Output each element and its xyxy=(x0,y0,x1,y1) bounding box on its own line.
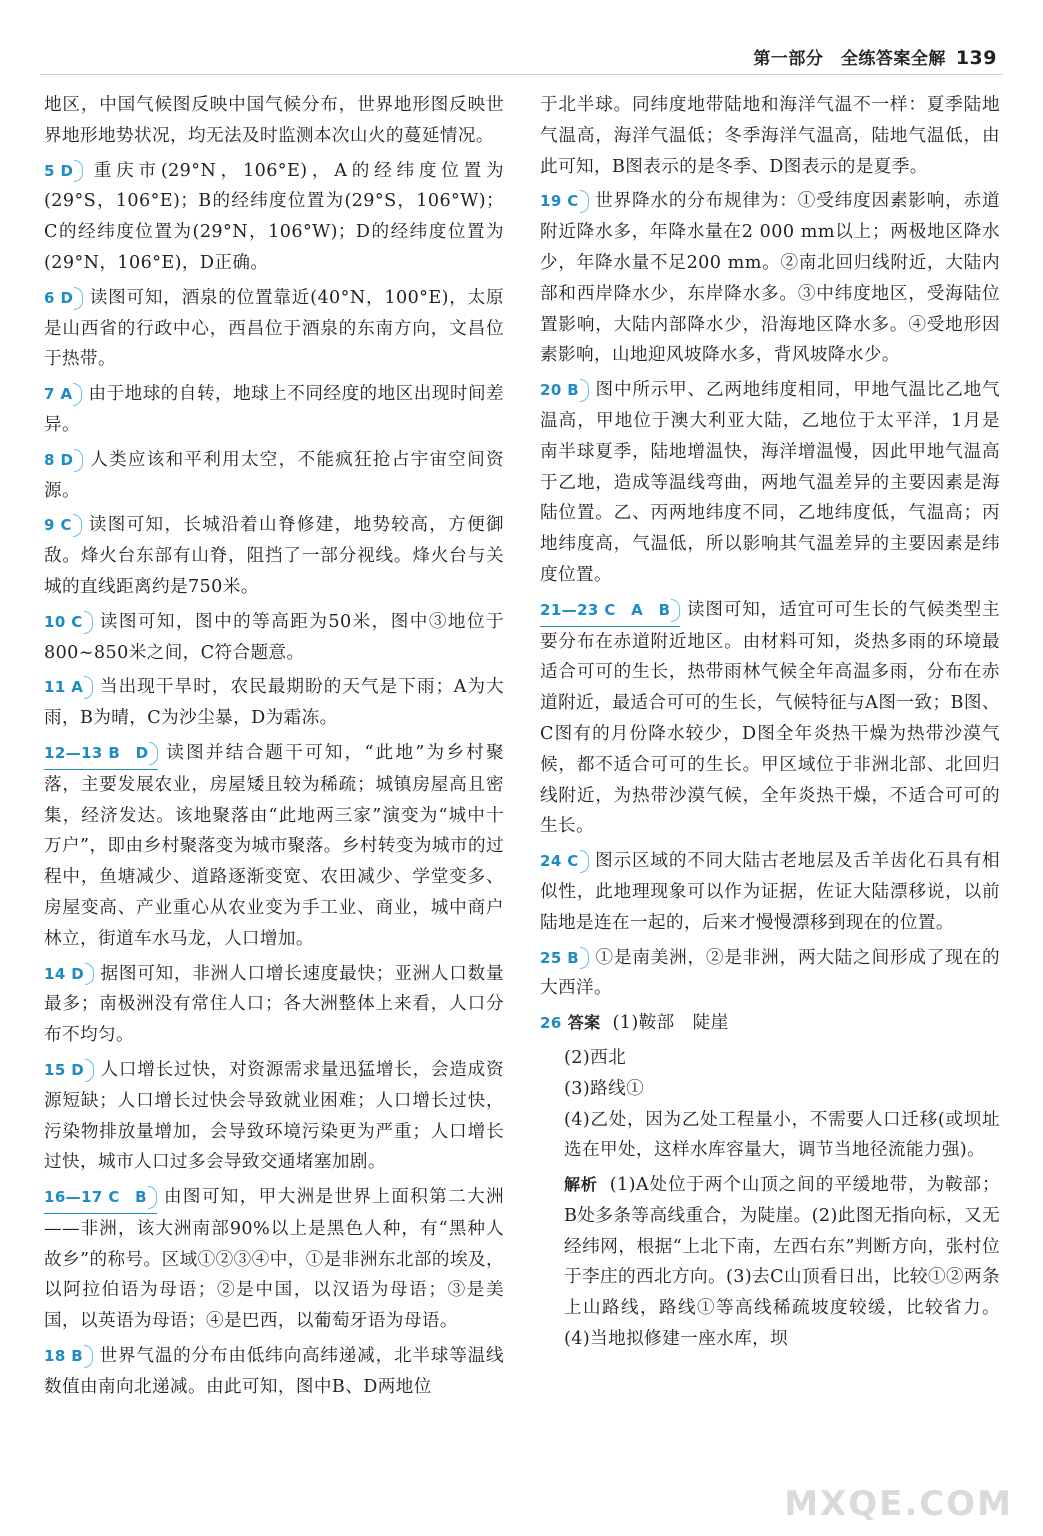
answer-item xyxy=(44,959,504,1051)
question-tag: 12—13 B D xyxy=(44,738,158,770)
explanation-text: 人口增长过快，对资源需求量迅猛增长，会造成资源短缺；人口增长过快会导致就业困难；人口增长过快，污染物排放量增加，会导致环境污染更为严重；人口增长过快，城市人口过多会导致交通堵塞加剧。 xyxy=(44,1059,504,1173)
question-tag: 10 C xyxy=(44,607,93,638)
explanation-text: 由图可知，甲大洲是世界上面积第二大洲——非洲，该大洲南部90%以上是黑色人种，有“黑种人故乡”的称号。区域①②③④中，①是非洲东北部的埃及，以阿拉伯语为母语；②是中国，以汉语为母语；③是美国，以英语为母语；④是巴西，以葡萄牙语为母语。 xyxy=(44,1187,504,1332)
question-tag: 8 D xyxy=(44,445,83,476)
explanation-text: 读图可知，酒泉的位置靠近(40°N，100°E)，太原是山西省的行政中心，西昌位于酒泉的东南方向，文昌位于热带。 xyxy=(44,287,504,370)
answer-item xyxy=(44,445,504,507)
explanation-text: 读图可知，长城沿着山脊修建，地势较高，方便御敌。烽火台东部有山脊，阻挡了一部分视线。烽火台与关城的直线距离约是750米。 xyxy=(44,515,504,597)
explanation-text: 读图可知，图中的等高距为50米，图中③地位于800~850米之间，C符合题意。 xyxy=(44,611,504,663)
answer-item xyxy=(44,510,504,602)
question-tag: 11 A xyxy=(44,672,93,703)
question-tag: 16—17 C B xyxy=(44,1182,157,1214)
explanation-text: 图中所示甲、乙两地纬度相同，甲地气温比乙地气温高，甲地位于澳大利亚大陆，乙地位于太平洋，1月是南半球夏季，陆地增温快，海洋增温慢，因此甲地气温高于乙地，造成等温线弯曲，两地气温差异的主要因素是海陆位置。乙、丙两地纬度不同，乙地纬度低，气温高；丙地纬度高，气温低，所以影响其气温差异的主要因素是纬度位置。 xyxy=(540,380,1000,585)
answer-item xyxy=(44,672,504,734)
question-tag: 20 B xyxy=(540,375,589,406)
question-tag: 15 D xyxy=(44,1055,94,1086)
question-tag: 19 C xyxy=(540,186,589,217)
answer-item xyxy=(44,607,504,669)
explanation-text: 于北半球。同纬度地带陆地和海洋气温不一样：夏季陆地气温高，海洋气温低；冬季海洋气温高，陆地气温低，由此可知，B图表示的是冬季、D图表示的是夏季。 xyxy=(540,95,1000,177)
answer-item xyxy=(44,283,504,375)
left-column xyxy=(44,90,504,1407)
question-tag: 14 D xyxy=(44,959,94,990)
explanation-text: 读图并结合题干可知，“此地”为乡村聚落，主要发展农业，房屋矮且较为稀疏；城镇房屋高且密集，经济发达。该地聚落由“此地两三家”演变为“城中十万户”，即由乡村聚落变为城市聚落。乡村转变为城市的过程中，鱼塘减少、道路逐渐变宽、农田减少、学堂变多、房屋变高、产业重心从农业变为手工业、商业，城中商户林立，街道车水马龙，人口增加。 xyxy=(44,742,504,949)
header-divider xyxy=(40,74,1003,75)
answer-item xyxy=(44,379,504,441)
answer-item xyxy=(540,595,1000,842)
explanation-text: 重庆市(29°N，106°E)，A的经纬度位置为(29°S，106°E)；B的经纬度位置为(29°S，106°W)；C的经纬度位置为(29°N，106°W)；D的经纬度位置为(29°N，106°E)，D正确。 xyxy=(44,160,504,273)
explanation-text: 当出现干旱时，农民最期盼的天气是下雨；A为大雨，B为晴，C为沙尘暴，D为霜冻。 xyxy=(44,677,504,729)
explanation-text: 地区，中国气候图反映中国气候分布，世界地形图反映世界地形地势状况，均无法及时监测本次山火的蔓延情况。 xyxy=(44,95,504,146)
answer-item xyxy=(44,1182,504,1337)
question-tag: 9 C xyxy=(44,510,82,541)
answer-line: (3)路线① xyxy=(564,1078,645,1099)
explanation-text: 图示区域的不同大陆古老地层及舌羊齿化石具有相似性，此地理现象可以作为证据，佐证大陆漂移说，以前陆地是连在一起的，后来才慢慢漂移到现在的位置。 xyxy=(540,851,1000,933)
question-tag: 25 B xyxy=(540,943,589,974)
answer-line: (1)鞍部 陡崖 xyxy=(612,1013,729,1034)
explanation-text: 据图可知，非洲人口增长速度最快；亚洲人口数量最多；南极洲没有常住人口；各大洲整体上来看，人口分布不均匀。 xyxy=(44,963,504,1046)
explanation-text: 世界气温的分布由低纬向高纬递减，北半球等温线数值由南向北递减。由此可知，图中B、D两地位 xyxy=(44,1346,504,1397)
analysis xyxy=(540,1170,1000,1355)
answer-item xyxy=(44,1341,504,1403)
watermark: MXQE.COM xyxy=(784,1484,1013,1524)
analysis-text: (1)A处位于两个山顶之间的平缓地带，为鞍部；B处多条等高线重合，为陡崖。(2)此图无指向标，又无经纬网，根据“上北下南，左西右东”判断方向，张村位于李庄的西北方向。(3)去C山顶看日出，比较①②两条上山路线，路线①等高线稀疏坡度较缓，比较省力。(4)当地拟修建一座水库，坝 xyxy=(564,1175,1000,1350)
explanation-text: ①是南美洲，②是非洲，两大陆之间形成了现在的大西洋。 xyxy=(540,947,1000,999)
right-column xyxy=(540,90,1000,1355)
answer-item xyxy=(540,943,1000,1005)
page-number: 139 xyxy=(955,47,997,69)
question-tag: 5 D xyxy=(44,156,83,187)
section-title: 第一部分 全练答案全解 xyxy=(753,49,946,69)
answer-item xyxy=(44,738,504,955)
explanation-text: 世界降水的分布规律为：①受纬度因素影响，赤道附近降水多，年降水量在2 000 mm以上；两极地区降水少，年降水量不足200 mm。②南北回归线附近，大陆内部和西岸降水少，东岸降水多。③中纬度地区，受海陆位置影响，大陆内部降水少，沿海地区降水多。④受地形因素影响，山地迎风坡降水多，背风坡降水少。 xyxy=(540,191,1000,366)
answer-line: (4)乙处，因为乙处工程量小，不需要人口迁移(或坝址选在甲处，这样水库容量大，调节当地径流能力强)。 xyxy=(564,1109,1000,1161)
explanation-text: 读图可知，适宜可可生长的气候类型主要分布在赤道附近地区。由材料可知，炎热多雨的环境最适合可可的生长，热带雨林气候全年高温多雨，分布在赤道附近，最适合可可的生长，气候特征与A图一致；B图、C图有的月份降水较少，D图全年炎热干燥为热带沙漠气候，都不适合可可的生长。甲区域位于非洲北部、北回归线附近，为热带沙漠气候，全年炎热干燥，不适合可可的生长。 xyxy=(540,599,1000,837)
analysis-label: 解析 xyxy=(564,1175,598,1195)
question-tag: 6 D xyxy=(44,283,83,314)
question-tag: 21—23 C A B xyxy=(540,595,680,627)
answer-item xyxy=(44,90,504,152)
answer-label: 答案 xyxy=(567,1013,601,1033)
answer-line: (2)西北 xyxy=(564,1047,627,1068)
answer-item xyxy=(540,186,1000,371)
question-tag: 7 A xyxy=(44,379,82,410)
question-tag: 24 C xyxy=(540,846,589,877)
explanation-text: 人类应该和平利用太空，不能疯狂抢占宇宙空间资源。 xyxy=(44,449,504,501)
answer-item xyxy=(540,375,1000,591)
question-26 xyxy=(540,1008,1000,1039)
answer-item xyxy=(44,1055,504,1178)
answer-item xyxy=(540,846,1000,938)
answer-item xyxy=(44,156,504,279)
question-tag: 18 B xyxy=(44,1341,93,1372)
question-number: 26 xyxy=(540,1014,562,1033)
page-header xyxy=(753,44,997,69)
answer-item xyxy=(540,90,1000,182)
explanation-text: 由于地球的自转，地球上不同经度的地区出现时间差异。 xyxy=(44,384,504,435)
